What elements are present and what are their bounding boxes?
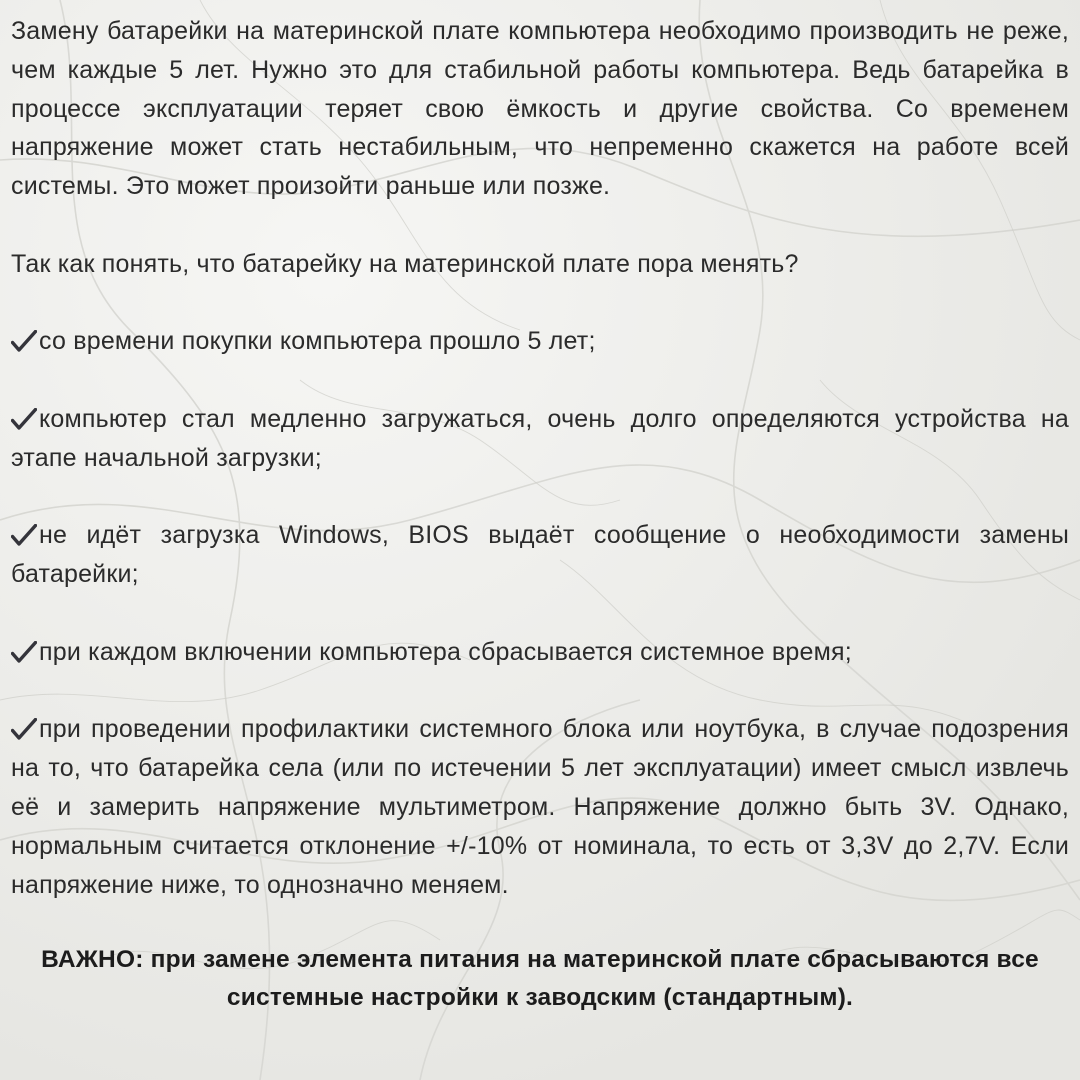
document-body bbox=[11, 12, 1069, 1017]
checklist-item-text: при проведении профилактики системного блока или ноутбука, в случае подозрения на то, что батарейка села (или по истечении 5 лет эксплуатации) имеет смысл извлечь её и замерить напряжение мультиметром. Напряжение должно быть 3V. Однако, нормальным считается отклонение +/-10% от номинала, то есть от 3,3V до 2,7V. Если напряжение ниже, то однозначно меняем. bbox=[11, 715, 1069, 899]
checklist-item-text: со времени покупки компьютера прошло 5 лет; bbox=[39, 327, 596, 356]
checklist-item-text: при каждом включении компьютера сбрасывается системное время; bbox=[39, 637, 852, 666]
check-icon bbox=[11, 641, 37, 663]
checklist-item bbox=[11, 516, 1069, 594]
check-icon bbox=[11, 330, 37, 352]
important-text: при замене элемента питания на материнской плате сбрасываются все системные настройки к заводским (стандартным). bbox=[150, 946, 1039, 1012]
question-paragraph: Так как понять, что батарейку на материнской плате пора менять? bbox=[11, 249, 799, 278]
check-icon bbox=[11, 718, 37, 740]
check-icon bbox=[11, 408, 37, 430]
checklist-item bbox=[11, 400, 1069, 478]
checklist-item-text: компьютер стал медленно загружаться, очень долго определяются устройства на этапе начальной загрузки; bbox=[11, 404, 1069, 472]
checklist-item bbox=[11, 710, 1069, 904]
check-icon bbox=[11, 524, 37, 546]
checklist-item bbox=[11, 633, 1069, 672]
important-note bbox=[11, 941, 1069, 1017]
intro-paragraph: Замену батарейки на материнской плате компьютера необходимо производить не реже, чем каждые 5 лет. Нужно это для стабильной работы компьютера. Ведь батарейка в процессе эксплуатации теряет свою ёмкость и другие свойства. Со временем напряжение может стать нестабильным, что непременно скажется на работе всей системы. Это может произойти раньше или позже. bbox=[11, 17, 1069, 201]
important-label: ВАЖНО: bbox=[41, 946, 144, 974]
checklist-item-text: не идёт загрузка Windows, BIOS выдаёт сообщение о необходимости замены батарейки; bbox=[11, 521, 1069, 589]
checklist-item bbox=[11, 322, 1069, 361]
